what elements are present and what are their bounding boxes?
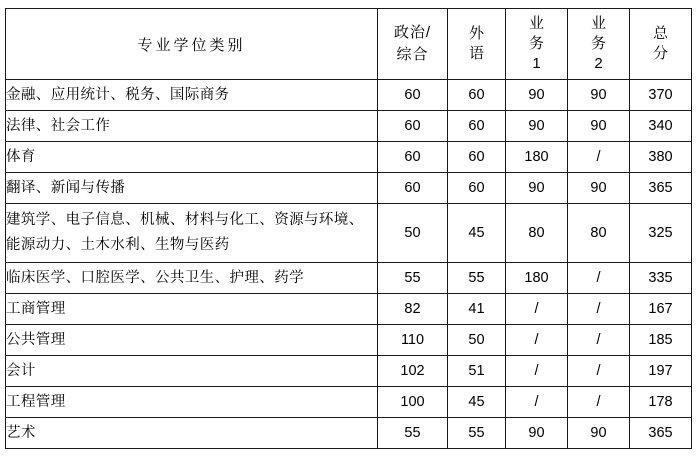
cell-politics: 102 xyxy=(378,356,448,387)
cell-business2: / xyxy=(568,263,630,294)
cell-total: 178 xyxy=(630,387,692,418)
column-header-politics-line2: 综合 xyxy=(396,46,429,63)
cell-foreign: 60 xyxy=(448,142,506,173)
cell-foreign: 50 xyxy=(448,325,506,356)
cell-politics: 60 xyxy=(378,173,448,204)
cell-foreign: 60 xyxy=(448,111,506,142)
score-table-container xyxy=(5,8,691,449)
cell-business1: 80 xyxy=(506,204,568,263)
column-header-business1-char-1: 业 xyxy=(528,14,544,32)
column-header-total-char-2: 分 xyxy=(652,45,668,62)
table-row xyxy=(6,263,692,294)
table-row xyxy=(6,142,692,173)
cell-foreign: 41 xyxy=(448,294,506,325)
cell-politics: 60 xyxy=(378,142,448,173)
table-row xyxy=(6,111,692,142)
cell-major: 会计 xyxy=(6,356,378,387)
cell-total: 335 xyxy=(630,263,692,294)
cell-foreign: 60 xyxy=(448,80,506,111)
table-row xyxy=(6,387,692,418)
cell-major: 体育 xyxy=(6,142,378,173)
table-row xyxy=(6,173,692,204)
cell-politics: 100 xyxy=(378,387,448,418)
cell-business2: / xyxy=(568,387,630,418)
table-header-row xyxy=(6,9,692,80)
cell-total: 370 xyxy=(630,80,692,111)
table-row xyxy=(6,294,692,325)
cell-major: 艺术 xyxy=(6,418,378,449)
cell-politics: 82 xyxy=(378,294,448,325)
cell-foreign: 55 xyxy=(448,418,506,449)
cell-politics: 50 xyxy=(378,204,448,263)
cell-total: 185 xyxy=(630,325,692,356)
cell-business2: 90 xyxy=(568,111,630,142)
cell-business1: 90 xyxy=(506,173,568,204)
cell-major: 临床医学、口腔医学、公共卫生、护理、药学 xyxy=(6,263,378,294)
column-header-business2-char-2: 务 xyxy=(590,34,606,52)
cell-major: 建筑学、电子信息、机械、材料与化工、资源与环境、能源动力、土木水利、生物与医药 xyxy=(6,204,378,263)
cell-foreign: 60 xyxy=(448,173,506,204)
cell-total: 365 xyxy=(630,173,692,204)
column-header-business1-label xyxy=(506,14,567,75)
cell-business1: / xyxy=(506,387,568,418)
cell-foreign: 51 xyxy=(448,356,506,387)
cell-major: 工程管理 xyxy=(6,387,378,418)
table-row xyxy=(6,356,692,387)
cell-business1: / xyxy=(506,325,568,356)
cell-major: 公共管理 xyxy=(6,325,378,356)
cell-business2: / xyxy=(568,325,630,356)
column-header-business1-char-2: 务 xyxy=(528,34,544,52)
table-row xyxy=(6,325,692,356)
cell-business2: 90 xyxy=(568,173,630,204)
cell-total: 365 xyxy=(630,418,692,449)
cell-business2: / xyxy=(568,356,630,387)
column-header-total-label xyxy=(630,24,691,65)
cell-business2: 90 xyxy=(568,418,630,449)
cell-major: 金融、应用统计、税务、国际商务 xyxy=(6,80,378,111)
column-header-politics xyxy=(378,9,448,80)
cell-total: 167 xyxy=(630,294,692,325)
column-header-total xyxy=(630,9,692,80)
column-header-foreign-char-2: 语 xyxy=(468,45,484,62)
cell-total: 325 xyxy=(630,204,692,263)
admission-score-table xyxy=(5,8,692,449)
cell-business2: 90 xyxy=(568,80,630,111)
column-header-business1 xyxy=(506,9,568,80)
cell-foreign: 45 xyxy=(448,204,506,263)
cell-business2: 80 xyxy=(568,204,630,263)
cell-business1: 180 xyxy=(506,263,568,294)
table-row xyxy=(6,80,692,111)
cell-foreign: 45 xyxy=(448,387,506,418)
cell-business1: 90 xyxy=(506,418,568,449)
cell-business1: 90 xyxy=(506,111,568,142)
column-header-business2-char-1: 业 xyxy=(590,14,606,32)
column-header-total-char-1: 总 xyxy=(652,24,668,42)
cell-politics: 110 xyxy=(378,325,448,356)
cell-major: 翻译、新闻与传播 xyxy=(6,173,378,204)
cell-business2: / xyxy=(568,142,630,173)
cell-total: 197 xyxy=(630,356,692,387)
cell-major: 工商管理 xyxy=(6,294,378,325)
cell-politics: 55 xyxy=(378,418,448,449)
cell-politics: 60 xyxy=(378,111,448,142)
column-header-politics-line1: 政治/ xyxy=(393,23,432,41)
cell-foreign: 55 xyxy=(448,263,506,294)
column-header-foreign xyxy=(448,9,506,80)
cell-major: 法律、社会工作 xyxy=(6,111,378,142)
cell-business1: / xyxy=(506,294,568,325)
cell-total: 340 xyxy=(630,111,692,142)
cell-business2: / xyxy=(568,294,630,325)
column-header-major-label: 专业学位类别 xyxy=(137,36,246,54)
column-header-foreign-label xyxy=(448,24,505,65)
column-header-foreign-char-1: 外 xyxy=(468,24,484,42)
cell-politics: 60 xyxy=(378,80,448,111)
column-header-business2-char-3: 2 xyxy=(594,55,603,73)
table-row xyxy=(6,418,692,449)
cell-business1: 180 xyxy=(506,142,568,173)
table-row xyxy=(6,204,692,263)
column-header-business2 xyxy=(568,9,630,80)
cell-business1: / xyxy=(506,356,568,387)
column-header-major xyxy=(6,9,378,80)
column-header-business2-label xyxy=(568,14,629,75)
column-header-business1-char-3: 1 xyxy=(532,55,541,73)
cell-politics: 55 xyxy=(378,263,448,294)
cell-total: 380 xyxy=(630,142,692,173)
cell-business1: 90 xyxy=(506,80,568,111)
